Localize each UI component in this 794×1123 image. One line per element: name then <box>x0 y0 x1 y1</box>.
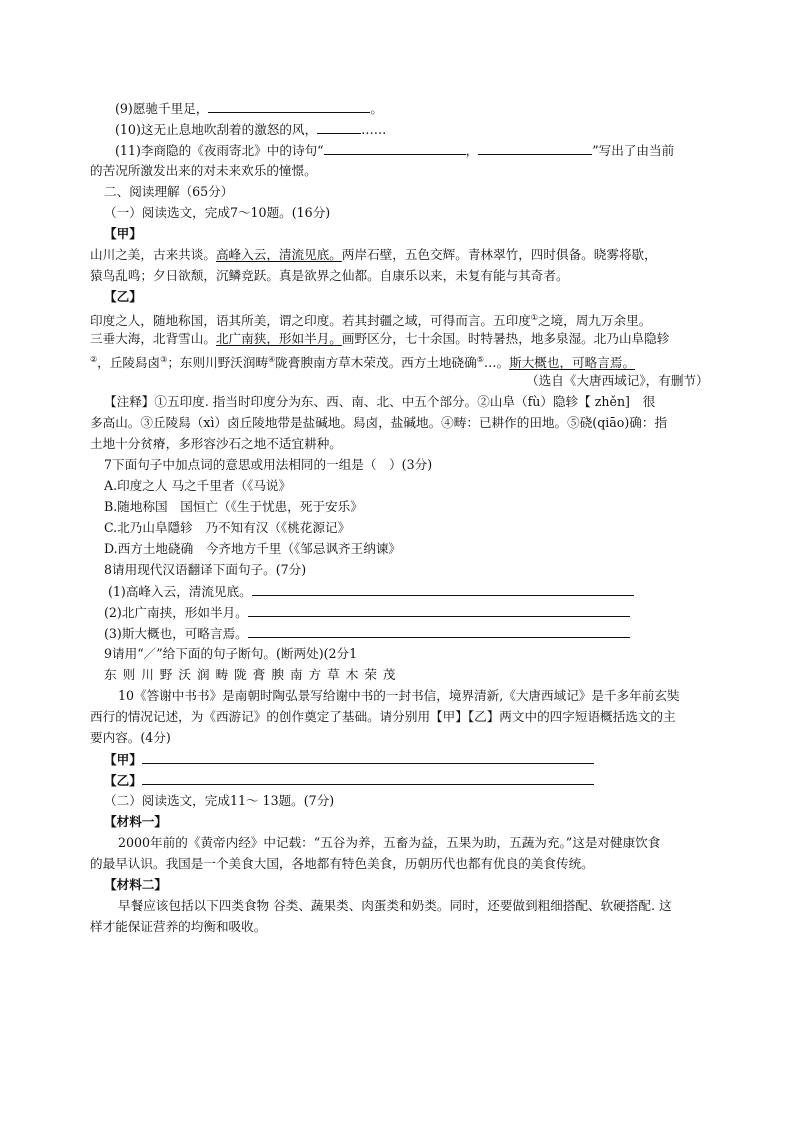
fill-q9: (9)愿驰千里足， 。 <box>115 98 383 119</box>
q8-item-1: (1)高峰入云，清流见底。 <box>108 581 634 602</box>
q8-item-3: (3)斯大概也，可略言焉。 <box>104 623 630 644</box>
answer-blank[interactable] <box>248 602 630 617</box>
yi-label: 【乙】 <box>104 289 142 304</box>
fill-q11-cont: 的苦况所激发出来的对未来欢乐的憧憬。 <box>90 163 317 178</box>
q9-sentence[interactable]: 东则川野沃润畴陇膏腴南方草木荣茂 <box>104 667 402 682</box>
q8-item-2: (2)北广南挟，形如半月。 <box>104 602 630 623</box>
answer-blank[interactable] <box>142 749 594 764</box>
jia-line-2: 猿鸟乱鸣；夕日欲颓，沉鳞竞跃。真是欲界之仙都。自康乐以来，未复有能与其奇者。 <box>90 268 569 283</box>
material-2-line-1: 早餐应该包括以下四类食物 谷类、蔬果类、肉蛋类和奶类。同时，还要做到粗细搭配、软硬搭配. 这 <box>118 898 672 913</box>
answer-blank[interactable] <box>317 119 361 134</box>
fill-q10: (10)这无止息地吹刮着的激怒的风， …… <box>115 119 386 140</box>
yi-line-2: 三垂大海，北背雪山。北广南狭，形如半月。画野区分，七十余国。时特暑热，地多泉湿。北乃山阜隐轸 <box>90 331 670 346</box>
part2-intro: （二）阅读选文，完成11～ 13题。(7分) <box>104 793 335 808</box>
yi-line-1: 印度之人，随地称国，语其所美，谓之印度。若其封疆之域，可得而言。五印度①之境，周九万余里。 <box>90 313 652 329</box>
q7-option-d[interactable]: D.西方土地硗确 今齐地方千里（《邹忌讽齐王纳谏》 <box>104 541 402 556</box>
question-10-line-3: 要内容。(4分) <box>90 730 171 745</box>
q7-option-b[interactable]: B.随地称国 国恒亡（《生于忧患，死于安乐》 <box>104 499 363 514</box>
answer-blank[interactable] <box>478 140 592 155</box>
jia-line-1: 山川之美，古来共谈。高峰入云，清流见底。两岸石壁，五色交辉。青林翠竹，四时俱备。晓雾将歇， <box>90 247 657 262</box>
material-2-line-2: 样才能保证营养的均衡和吸收。 <box>90 919 267 934</box>
material-2-label: 【材料二】 <box>104 877 167 892</box>
q10-jia: 【甲】 <box>104 749 594 770</box>
answer-blank[interactable] <box>252 581 634 596</box>
material-1-label: 【材料一】 <box>104 814 167 829</box>
answer-blank[interactable] <box>248 623 630 638</box>
q7-option-c[interactable]: C.北乃山阜隱轸 乃不知有汉（《桃花源记》 <box>104 520 351 535</box>
fill-q11: (11)李商隐的《夜雨寄北》中的诗句“ ， ”写出了由当前 <box>115 140 674 161</box>
answer-blank[interactable] <box>208 98 370 113</box>
section-title: 二、阅读理解（65分） <box>104 184 234 199</box>
answer-blank[interactable] <box>142 770 594 785</box>
question-8: 8请用现代汉语翻译下面句子。(7分) <box>104 562 307 577</box>
notes-line-2: 多高山。③丘陵舄（xì）卤丘陵地带是盐碱地。舄卤，盐碱地。④畴：已耕作的田地。⑤硗(qiāo)确：指 <box>90 415 668 430</box>
part1-intro: （一）阅读选文，完成7～10题。(16分) <box>104 205 331 220</box>
jia-label: 【甲】 <box>104 226 142 241</box>
material-1-line-2: 的最早认识。我国是一个美食大国，各地都有特色美食，历朝历代也都有优良的美食传统。 <box>90 856 594 871</box>
source-note: （选自《大唐西域记》，有删节） <box>526 373 709 388</box>
material-1-line-1: 2000年前的《黄帝内经》中记载：“五谷为养，五畜为益，五果为助，五蔬为充。”这是对健康饮食 <box>118 835 661 850</box>
notes-line-1: 【注释】①五印度. 指当时印度分为东、西、南、北、中五个部分。②山阜（fù）隐轸【 zhěn] 很 <box>104 394 656 409</box>
q10-yi: 【乙】 <box>104 770 594 791</box>
yi-line-3: ②，丘陵舄卤③；东则川野沃润畴④陇膏腴南方草木荣茂。西方土地硗确⑤…。斯大概也，可略言焉。 <box>90 355 636 371</box>
question-10-line-2: 西行的情况记述，为《西游记》的创作奠定了基础。请分别用【甲】【乙】两文中的四字短语概括选文的主 <box>90 709 676 724</box>
question-9: 9请用“／”给下面的句子断句。(断两处)(2分1 <box>104 646 358 661</box>
answer-blank[interactable] <box>324 140 466 155</box>
q7-option-a[interactable]: A.印度之人 马之千里者（《马说》 <box>104 478 292 493</box>
question-7: 7下面句子中加点词的意思或用法相同的一组是（ ）(3分) <box>104 457 433 472</box>
question-10-line-1: 10《答谢中书书》是南朝时陶弘景写给谢中书的一封书信，境界清新,《大唐西域记》是千多年前玄奘 <box>118 688 680 703</box>
notes-line-3: 土地十分贫瘠，多形容沙石之地不适宜耕种。 <box>90 436 342 451</box>
